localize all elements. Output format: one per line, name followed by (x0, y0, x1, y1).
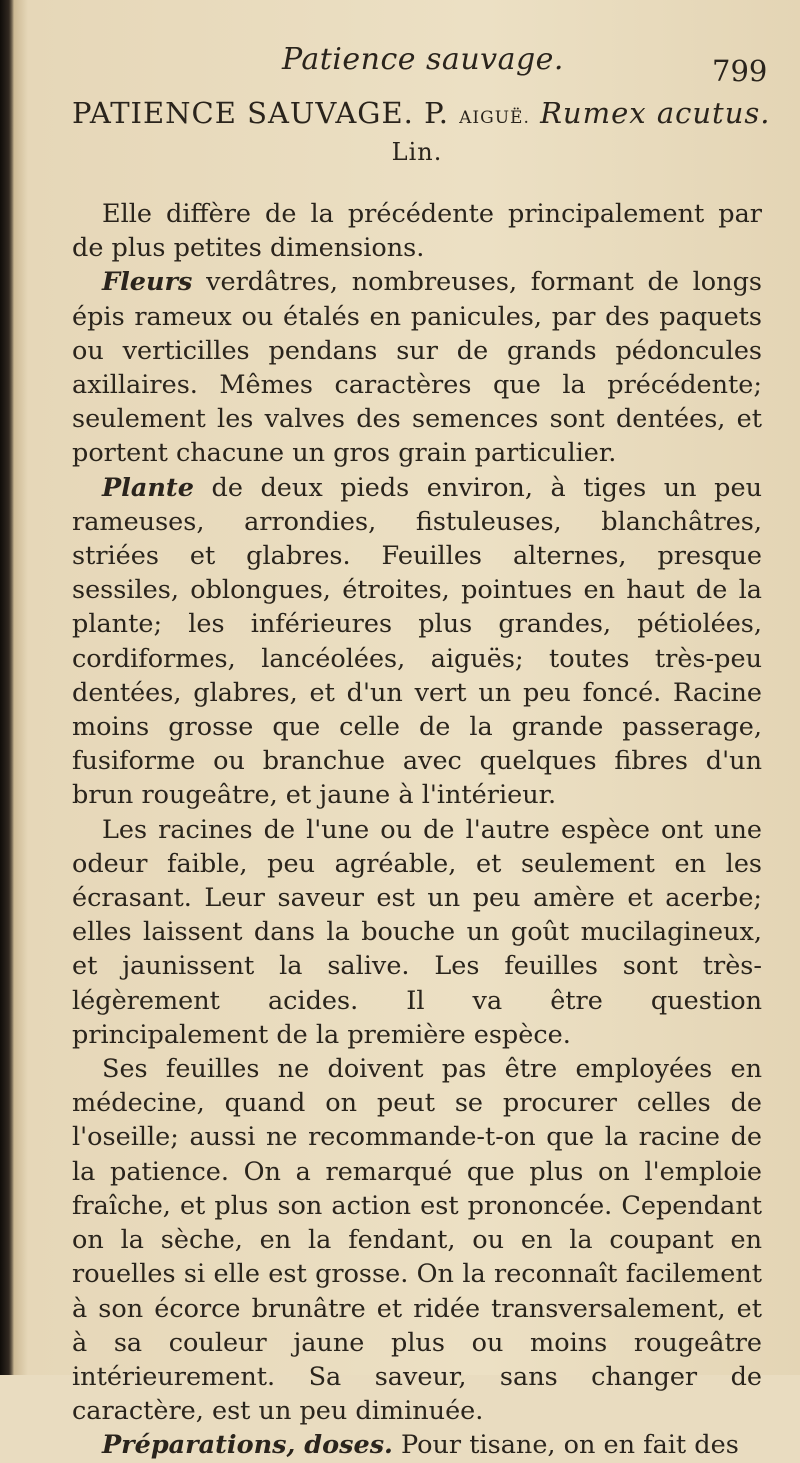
paragraph-6 (72, 1428, 762, 1462)
article-entry (72, 96, 771, 1463)
entry-title-abbr2: AIGUË. (459, 108, 530, 128)
paragraph-2-term: Fleurs (102, 267, 193, 298)
paragraph-6-text: Pour tisane, on en fait des (392, 1430, 739, 1461)
entry-author: Lin. (391, 138, 443, 166)
paragraph-4: Les racines de l'une ou de l'autre espèce ont une odeur faible, peu agréable, et seulement en les écrasant. Leur saveur est un peu amère et acerbe; elles laissent dans la bouche un goût mucilagineux, et jaunissent la salive. Les feuilles sont très-légèrement acides. Il va être question principalement de la première espèce. (72, 814, 762, 1050)
paragraph-2 (72, 265, 762, 470)
paragraph-1: Elle diffère de la précédente principalement par de plus petites dimensions. (72, 199, 762, 264)
paragraph-3-text: de deux pieds environ, à tiges un peu rameuses, arrondies, fistuleuses, blanchâtres, striées et glabres. Feuilles alternes, presque sessiles, oblongues, étroites, pointues en haut de la plante; les inférieures plus grandes, pétiolées, cordiformes, lancéolées, aiguës; toutes très-peu dentées, glabres, et d'un vert un peu foncé. Racine moins grosse que celle de la grande passerage, fusiforme ou branchue avec quelques fibres d'un brun rougeâtre, et jaune à l'intérieur. (72, 472, 762, 811)
book-binding-edge (0, 0, 14, 1375)
paragraph-6-term: Préparations, doses. (102, 1430, 393, 1461)
entry-title-main: PATIENCE SAUVAGE. (72, 96, 414, 130)
running-title: Patience sauvage. (282, 42, 564, 77)
entry-body (72, 197, 762, 1463)
paragraph-3 (72, 471, 762, 813)
entry-scientific-name: Rumex acutus. (540, 96, 771, 130)
entry-title (72, 96, 771, 135)
entry-title-abbr: P. (424, 96, 449, 130)
paragraph-3-term: Plante (102, 472, 194, 503)
page-number: 799 (712, 54, 768, 88)
page-header (0, 40, 800, 90)
paragraph-2-text: verdâtres, nombreuses, formant de longs épis rameux ou étalés en panicules, par des paquets ou verticilles pendans sur de grands pédoncules axillaires. Mêmes caractères que la précédente; seulement les valves des semences sont dentées, et portent chacune un gros grain particulier. (72, 267, 762, 469)
paragraph-5: Ses feuilles ne doivent pas être employées en médecine, quand on peut se procurer celles de l'oseille; aussi ne recommande-t-on que la racine de la patience. On a remarqué que plus on l'emploie fraîche, et plus son action est prononcée. Cependant on la sèche, en la fendant, ou en la coupant en rouelles si elle est grosse. On la reconnaît facilement à son écorce brunâtre et ridée transversalement, et à sa couleur jaune plus ou moins rougeâtre intérieurement. Sa saveur, sans changer de caractère, est un peu diminuée. (72, 1054, 762, 1427)
